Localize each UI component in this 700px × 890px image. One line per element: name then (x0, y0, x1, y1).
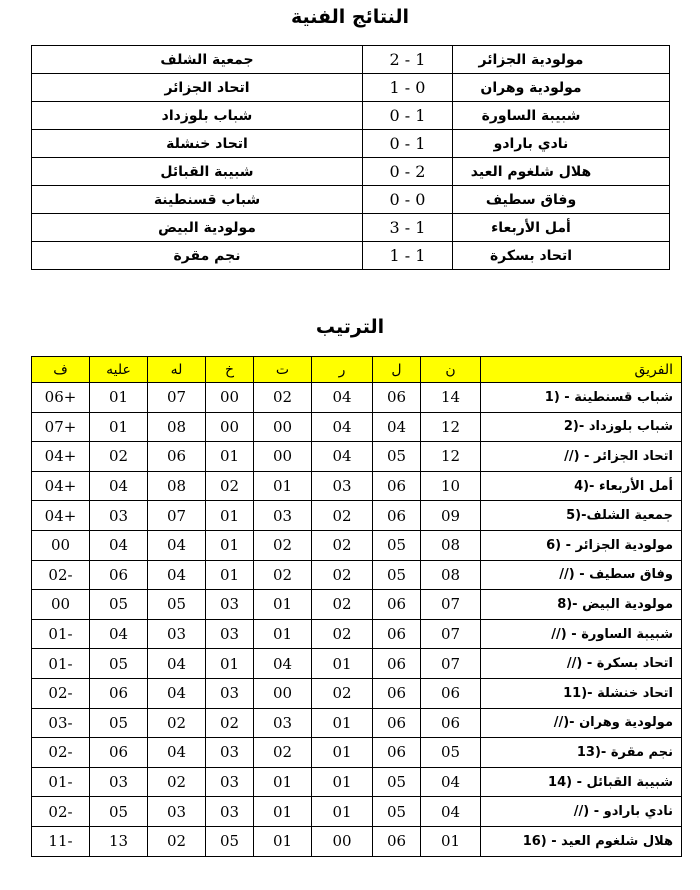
cell-gf: 02 (148, 708, 206, 738)
cell-pl: 06 (373, 708, 421, 738)
cell-pl: 05 (373, 442, 421, 472)
team-name: //) - اتحاد الجزائر (481, 442, 682, 472)
match-score: 0 - 2 (363, 158, 453, 186)
cell-d: 02 (254, 383, 312, 413)
cell-ga: 06 (90, 738, 148, 768)
team-name: 2)- شباب بلوزداد (481, 412, 682, 442)
table-row (32, 590, 682, 620)
cell-d: 01 (254, 471, 312, 501)
cell-gf: 02 (148, 767, 206, 797)
cell-gd: 01- (32, 767, 90, 797)
home-team: مولودية وهران (453, 74, 670, 102)
cell-l: 03 (206, 797, 254, 827)
cell-gf: 08 (148, 412, 206, 442)
cell-l: 03 (206, 678, 254, 708)
cell-w: 04 (312, 383, 373, 413)
cell-w: 01 (312, 649, 373, 679)
cell-ga: 06 (90, 678, 148, 708)
cell-pts: 12 (421, 412, 481, 442)
cell-pl: 05 (373, 560, 421, 590)
cell-d: 00 (254, 678, 312, 708)
table-row (32, 560, 682, 590)
cell-gf: 08 (148, 471, 206, 501)
cell-gd: 04+ (32, 471, 90, 501)
cell-w: 01 (312, 708, 373, 738)
cell-pts: 06 (421, 678, 481, 708)
cell-ga: 01 (90, 383, 148, 413)
cell-pl: 06 (373, 649, 421, 679)
match-score: 0 - 1 (363, 102, 453, 130)
cell-pl: 06 (373, 678, 421, 708)
cell-l: 00 (206, 383, 254, 413)
cell-w: 03 (312, 471, 373, 501)
cell-gd: 00 (32, 530, 90, 560)
team-name: 4)- أمل الأربعاء (481, 471, 682, 501)
cell-d: 02 (254, 530, 312, 560)
team-name: 5)-جمعية الشلف (481, 501, 682, 531)
cell-ga: 05 (90, 649, 148, 679)
cell-w: 02 (312, 501, 373, 531)
team-name: 6) - مولودية الجزائر (481, 530, 682, 560)
match-score: 1 - 1 (363, 242, 453, 270)
cell-d: 00 (254, 412, 312, 442)
cell-w: 02 (312, 530, 373, 560)
table-row (32, 708, 682, 738)
cell-l: 03 (206, 619, 254, 649)
cell-ga: 01 (90, 412, 148, 442)
cell-gf: 03 (148, 619, 206, 649)
column-header: له (148, 357, 206, 383)
cell-w: 01 (312, 797, 373, 827)
cell-pts: 07 (421, 649, 481, 679)
cell-w: 04 (312, 412, 373, 442)
away-team: جمعية الشلف (32, 46, 363, 74)
cell-gd: 02- (32, 738, 90, 768)
cell-pl: 06 (373, 501, 421, 531)
team-name: //) - شبيبة الساورة (481, 619, 682, 649)
cell-gd: 11- (32, 826, 90, 856)
team-name: //)- مولودية وهران (481, 708, 682, 738)
team-name: //) - وفاق سطيف (481, 560, 682, 590)
cell-pl: 06 (373, 738, 421, 768)
table-row (32, 619, 682, 649)
cell-w: 02 (312, 678, 373, 708)
cell-l: 03 (206, 767, 254, 797)
cell-w: 00 (312, 826, 373, 856)
cell-gf: 04 (148, 530, 206, 560)
cell-gd: 04+ (32, 501, 90, 531)
table-row (32, 826, 682, 856)
home-team: نادي بارادو (453, 130, 670, 158)
cell-ga: 03 (90, 767, 148, 797)
result-row (32, 46, 670, 74)
cell-l: 01 (206, 501, 254, 531)
away-team: شباب بلوزداد (32, 102, 363, 130)
cell-pts: 09 (421, 501, 481, 531)
column-header: الفريق (481, 357, 682, 383)
team-name: //) - اتحاد بسكرة (481, 649, 682, 679)
cell-gd: 00 (32, 590, 90, 620)
cell-d: 03 (254, 501, 312, 531)
result-row (32, 242, 670, 270)
away-team: مولودية البيض (32, 214, 363, 242)
cell-d: 02 (254, 738, 312, 768)
cell-pts: 08 (421, 560, 481, 590)
results-title: النتائج الفنية (290, 6, 410, 28)
cell-ga: 02 (90, 442, 148, 472)
table-row (32, 678, 682, 708)
cell-d: 01 (254, 797, 312, 827)
cell-l: 01 (206, 442, 254, 472)
cell-gf: 07 (148, 383, 206, 413)
cell-pts: 04 (421, 767, 481, 797)
home-team: مولودية الجزائر (453, 46, 670, 74)
cell-gf: 02 (148, 826, 206, 856)
cell-gf: 06 (148, 442, 206, 472)
home-team: أمل الأربعاء (453, 214, 670, 242)
result-row (32, 186, 670, 214)
cell-l: 02 (206, 708, 254, 738)
cell-ga: 03 (90, 501, 148, 531)
away-team: شباب قسنطينة (32, 186, 363, 214)
team-name: //) - نادي بارادو (481, 797, 682, 827)
cell-ga: 13 (90, 826, 148, 856)
cell-pts: 12 (421, 442, 481, 472)
table-row (32, 649, 682, 679)
cell-pts: 07 (421, 590, 481, 620)
table-row (32, 767, 682, 797)
cell-l: 00 (206, 412, 254, 442)
cell-l: 03 (206, 590, 254, 620)
table-row (32, 530, 682, 560)
cell-gd: 06+ (32, 383, 90, 413)
cell-pl: 05 (373, 767, 421, 797)
cell-gd: 01- (32, 649, 90, 679)
standings-header-row (32, 357, 682, 383)
column-header: ر (312, 357, 373, 383)
cell-d: 04 (254, 649, 312, 679)
match-score: 1 - 0 (363, 74, 453, 102)
table-row (32, 383, 682, 413)
cell-gd: 03- (32, 708, 90, 738)
cell-pts: 01 (421, 826, 481, 856)
cell-pts: 07 (421, 619, 481, 649)
results-table (31, 45, 670, 270)
cell-pts: 06 (421, 708, 481, 738)
cell-gf: 04 (148, 738, 206, 768)
cell-pl: 05 (373, 530, 421, 560)
cell-pts: 10 (421, 471, 481, 501)
cell-ga: 04 (90, 619, 148, 649)
match-score: 3 - 1 (363, 214, 453, 242)
cell-pl: 04 (373, 412, 421, 442)
table-row (32, 442, 682, 472)
cell-gd: 02- (32, 797, 90, 827)
home-team: هلال شلغوم العيد (453, 158, 670, 186)
cell-pl: 06 (373, 590, 421, 620)
cell-d: 00 (254, 442, 312, 472)
table-row (32, 797, 682, 827)
column-header: ف (32, 357, 90, 383)
cell-gf: 03 (148, 797, 206, 827)
cell-gd: 02- (32, 678, 90, 708)
cell-d: 02 (254, 560, 312, 590)
cell-pl: 06 (373, 471, 421, 501)
cell-d: 01 (254, 619, 312, 649)
cell-gd: 02- (32, 560, 90, 590)
cell-ga: 05 (90, 797, 148, 827)
cell-w: 02 (312, 590, 373, 620)
cell-pts: 04 (421, 797, 481, 827)
team-name: 16) - هلال شلغوم العيد (481, 826, 682, 856)
cell-w: 01 (312, 738, 373, 768)
away-team: اتحاد خنشلة (32, 130, 363, 158)
cell-pl: 06 (373, 383, 421, 413)
cell-pl: 06 (373, 619, 421, 649)
cell-ga: 05 (90, 708, 148, 738)
cell-pl: 06 (373, 826, 421, 856)
cell-l: 05 (206, 826, 254, 856)
team-name: 14) - شبيبة القبائل (481, 767, 682, 797)
team-name: 1) - شباب قسنطينة (481, 383, 682, 413)
home-team: شبيبة الساورة (453, 102, 670, 130)
result-row (32, 214, 670, 242)
column-header: ل (373, 357, 421, 383)
home-team: اتحاد بسكرة (453, 242, 670, 270)
cell-gf: 04 (148, 678, 206, 708)
away-team: نجم مقرة (32, 242, 363, 270)
cell-gd: 01- (32, 619, 90, 649)
cell-d: 03 (254, 708, 312, 738)
standings-table (31, 356, 682, 857)
home-team: وفاق سطيف (453, 186, 670, 214)
team-name: 13)- نجم مقرة (481, 738, 682, 768)
cell-w: 02 (312, 619, 373, 649)
standings-title: الترتيب (315, 316, 385, 338)
cell-gd: 07+ (32, 412, 90, 442)
cell-gf: 04 (148, 649, 206, 679)
table-row (32, 501, 682, 531)
cell-gf: 04 (148, 560, 206, 590)
cell-ga: 05 (90, 590, 148, 620)
cell-pts: 05 (421, 738, 481, 768)
cell-pts: 14 (421, 383, 481, 413)
cell-gf: 07 (148, 501, 206, 531)
cell-d: 01 (254, 826, 312, 856)
column-header: عليه (90, 357, 148, 383)
table-row (32, 412, 682, 442)
match-score: 0 - 0 (363, 186, 453, 214)
cell-ga: 04 (90, 471, 148, 501)
cell-l: 01 (206, 530, 254, 560)
column-header: خ (206, 357, 254, 383)
result-row (32, 74, 670, 102)
table-row (32, 738, 682, 768)
column-header: ن (421, 357, 481, 383)
result-row (32, 130, 670, 158)
away-team: شبيبة القبائل (32, 158, 363, 186)
cell-l: 02 (206, 471, 254, 501)
away-team: اتحاد الجزائر (32, 74, 363, 102)
match-score: 2 - 1 (363, 46, 453, 74)
table-row (32, 471, 682, 501)
match-score: 0 - 1 (363, 130, 453, 158)
result-row (32, 158, 670, 186)
cell-gf: 05 (148, 590, 206, 620)
column-header: ت (254, 357, 312, 383)
cell-w: 02 (312, 560, 373, 590)
result-row (32, 102, 670, 130)
cell-ga: 04 (90, 530, 148, 560)
cell-d: 01 (254, 590, 312, 620)
cell-w: 01 (312, 767, 373, 797)
cell-gd: 04+ (32, 442, 90, 472)
cell-d: 01 (254, 767, 312, 797)
team-name: 11)- اتحاد خنشلة (481, 678, 682, 708)
cell-pl: 05 (373, 797, 421, 827)
cell-w: 04 (312, 442, 373, 472)
cell-ga: 06 (90, 560, 148, 590)
cell-l: 01 (206, 649, 254, 679)
cell-pts: 08 (421, 530, 481, 560)
team-name: 8)- مولودية البيض (481, 590, 682, 620)
cell-l: 01 (206, 560, 254, 590)
cell-l: 03 (206, 738, 254, 768)
